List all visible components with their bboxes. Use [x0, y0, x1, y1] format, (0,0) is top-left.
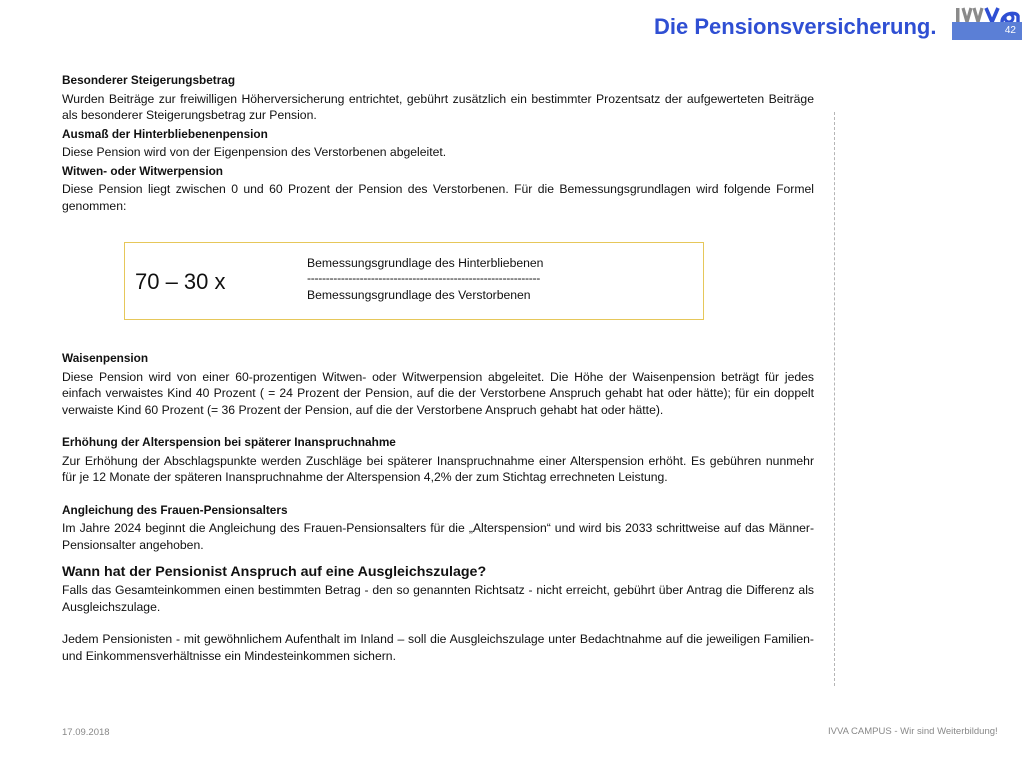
- formula-numerator: Bemessungsgrundlage des Hinterbliebenen: [307, 256, 544, 270]
- heading-steigerungsbetrag: Besonderer Steigerungsbetrag: [62, 73, 236, 87]
- formula-fraction: [307, 255, 577, 304]
- heading-hinterbliebenenpension: Ausmaß der Hinterbliebenenpension: [62, 126, 268, 141]
- text-ausgleichszulage-1: Falls das Gesamteinkommen einen bestimmten Betrag - den so genannten Richtsatz - nicht erreicht, gebührt über Antrag die Differenz als Ausgleichszulage.: [62, 583, 814, 614]
- text-erhoehung: Zur Erhöhung der Abschlagspunkte werden Zuschläge bei späterer Inanspruchnahme einer Alterspension erhöht. Es gebühren nunmehr für je 12 Monate der späteren Inanspruchnahme der Alterspension 4,2% der zum Stichtag errechneten Leistung.: [62, 453, 814, 484]
- formula-left: 70 – 30 x: [135, 269, 226, 294]
- page-number: 42: [952, 22, 1022, 40]
- heading-witwenpension: Witwen- oder Witwerpension: [62, 163, 224, 178]
- footer-brand: IVVA CAMPUS - Wir sind Weiterbildung!: [828, 726, 998, 737]
- dashed-divider: [834, 112, 835, 686]
- text-steigerungsbetrag: Wurden Beiträge zur freiwilligen Höherversicherung entrichtet, gebührt zusätzlich ein bestimmter Prozentsatz der aufgewerteten Beiträge als besonderer Steigerungsbetrag zur Pension.: [62, 91, 814, 122]
- text-hinterbliebenenpension: Diese Pension wird von der Eigenpension des Verstorbenen abgeleitet.: [62, 145, 447, 159]
- main-content: [62, 72, 814, 664]
- heading-angleichung: Angleichung des Frauen-Pensionsalters: [62, 502, 288, 517]
- page-title: Die Pensionsversicherung.: [654, 14, 937, 39]
- text-witwenpension: Diese Pension liegt zwischen 0 und 60 Prozent der Pension des Verstorbenen. Für die Bemessungsgrundlagen wird folgende Formel genommen:: [62, 182, 814, 213]
- formula-divider: --------------------------------------------------------------: [307, 272, 541, 285]
- formula-box: [124, 242, 704, 320]
- text-angleichung: Im Jahre 2024 beginnt die Angleichung des Frauen-Pensionsalters für die „Alterspension“ und wird bis 2033 schrittweise auf das Männer-Pensionsalter angehoben.: [62, 521, 814, 552]
- ivva-logo-mark: [952, 4, 1022, 24]
- text-waisenpension: Diese Pension wird von einer 60-prozentigen Witwen- oder Witwerpension abgeleitet. Die Höhe der Waisenpension beträgt für jedes einfach verwaistes Kind 40 Prozent ( = 24 Prozent der Pension, auf die der Verstorbene Anspruch gehabt hat oder hätte); für ein doppelt verwaiste Kind 60 Prozent (= 36 Prozent der Pension, auf die der Verstorbene Anspruch gehabt hat oder hätte).: [62, 369, 814, 417]
- text-ausgleichszulage-2: Jedem Pensionisten - mit gewöhnlichem Aufenthalt im Inland – soll die Ausgleichszulage unter Bedachtnahme auf die jeweiligen Familien- und Einkommensverhältnisse ein Mindesteinkommen sichern.: [62, 632, 814, 663]
- footer-date: 17.09.2018: [62, 727, 110, 738]
- heading-ausgleichszulage: Wann hat der Pensionist Anspruch auf eine Ausgleichszulage?: [62, 564, 487, 580]
- heading-erhoehung: Erhöhung der Alterspension bei späterer Inanspruchnahme: [62, 435, 396, 449]
- heading-waisenpension: Waisenpension: [62, 351, 149, 365]
- formula-denominator: Bemessungsgrundlage des Verstorbenen: [307, 288, 531, 302]
